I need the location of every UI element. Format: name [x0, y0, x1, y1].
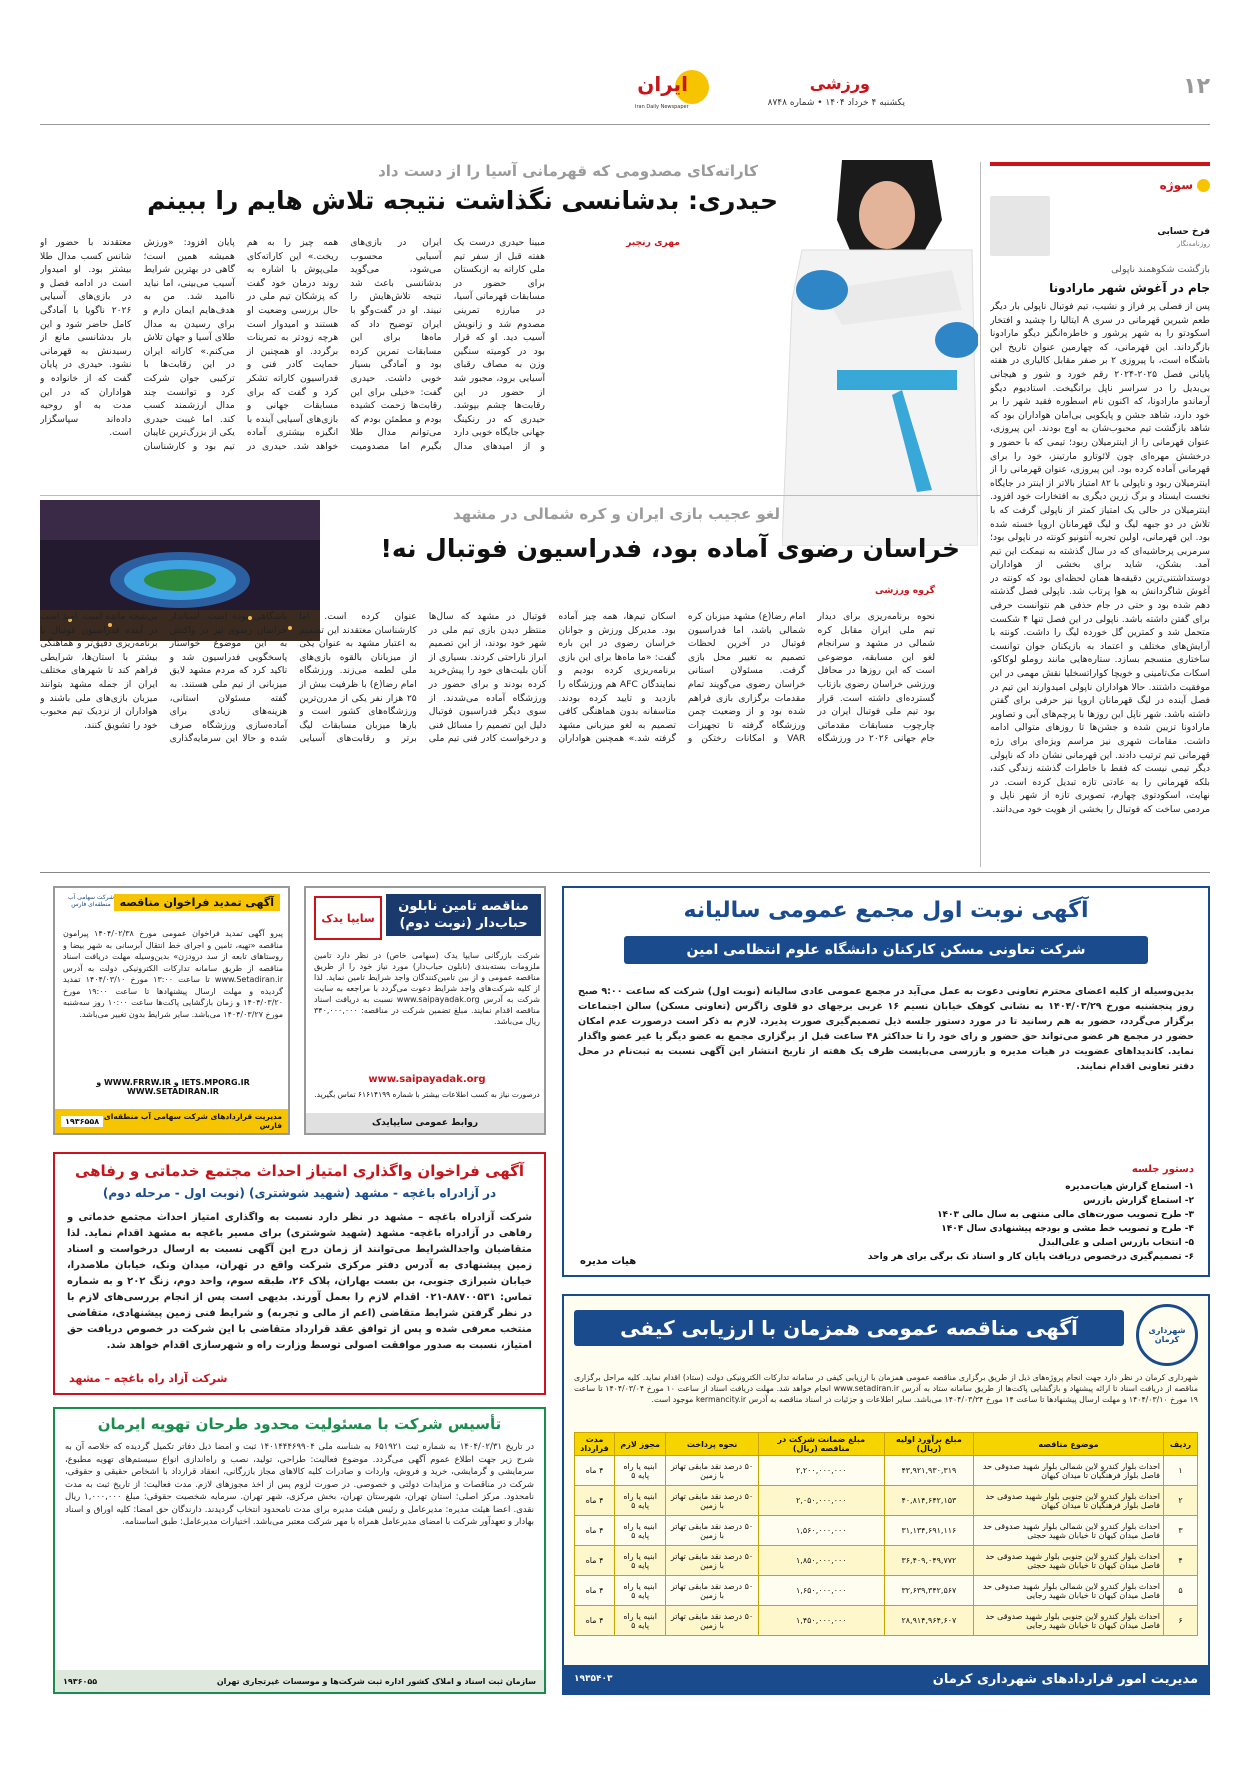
article1-kicker: کاراته‌کای مصدومی که قهرمانی آسیا را از دست داد	[378, 162, 758, 180]
ad-tahvieh-body: در تاریخ ۱۴۰۴/۰۲/۳۱ به شماره ثبت ۶۵۱۹۲۱ به شناسه ملی ۱۴۰۱۴۴۴۶۹۹۰۴ ثبت و امضا ذیل دفاتر تکمیل گردیده که خلاصه آن به شرح زیر جهت اطلاع عموم آگهی می‌گردد. موضوع فعالیت: طراحی، تولید، نصب و راه‌اندازی انواع سیستم‌های تهویه مطبوع، سرمایشی و گرمایشی، خرید و فروش، واردات و صادرات کلیه کالاهای مجاز بازرگانی، انعقاد قرارداد با اشخاص حقیقی و حقوقی، شرکت در مناقصات و مزایدات دولتی و خصوصی. در صورت لزوم پس از اخذ مجوزهای لازم. مدت فعالیت: از تاریخ ثبت به مدت نامحدود. مرکز اصلی: استان تهران، شهرستان تهران، بخش مرکزی، شهر تهران. سرمایه شخصیت حقوقی: مبلغ ۱,۰۰۰,۰۰۰ ریال نقدی. اعضا هیئت مدیره: مدیرعامل و رئیس هیئت مدیره برای مدت نامحدود انتخاب گردیدند. دارندگان حق امضا: کلیه اوراق و اسناد بهادار و تعهدآور شرکت با امضای مدیرعامل همراه با مهر شرکت معتبر می‌باشد. اختیارات مدیرعامل: طبق اساسنامه.	[65, 1442, 534, 1527]
agenda-item: ۴- طرح و تصویب خط مشی و بودجه پیشنهادی سال ۱۴۰۴	[941, 1224, 1194, 1234]
ad-tahvieh-title: تأسیس شرکت با مسئولیت محدود طرحان تهویه ایرمان	[97, 1415, 502, 1433]
ad-saipa-phone: درصورت نیاز به کسب اطلاعات بیشتر با شماره ۶۱۶۱۴۱۹۹ تماس بگیرید.	[314, 1090, 540, 1099]
ad-fars-footer: مدیریت قراردادهای شرکت سهامی آب منطقه‌ای فارس ۱۹۳۶۵۵۸	[55, 1109, 288, 1133]
table-row: ۲ احداث بلوار کندرو لاین جنوبی بلوار شهید صدوقی حد فاصل بلوار فرهنگیان تا میدان کیهان ۴۰,۸۱۴,۶۴۲,۱۵۳ ۲,۰۵۰,۰۰۰,۰۰۰ ۵۰ درصد نقد مابقی تهاتر با زمین ابنیه یا راه پایه ۵ ۴ ماه	[575, 1486, 1198, 1516]
article2-kicker: لغو عجیب بازی ایران و کره شمالی در مشهد	[453, 505, 780, 523]
ad-kerman-tender	[562, 1294, 1210, 1695]
ad-saipa-body: شرکت بازرگانی سایپا یدک (سهامی خاص) در نظر دارد تامین ملزومات بسته‌بندی (نابلون حباب‌دار) مورد نیاز خود را از طریق مناقصه عمومی و از بین تامین‌کنندگان واجد شرایط تامین نماید. لذا از کلیه شرکت‌های واجد شرایط دعوت می‌گردد با مراجعه به سایت شرکت به آدرس www.saipayadak.org نسبت به دریافت اسناد مناقصه اقدام نمایند. مبلغ تضمین شرکت در مناقصه: ۳۴۰,۰۰۰,۰۰۰ ریال می‌باشد.	[314, 951, 540, 1026]
sidebar-divider	[980, 162, 981, 867]
ad-fars-title: آگهی تمدید فراخوان مناقصه	[114, 894, 280, 911]
ad-bagheh-subtitle: در آزادراه باغچه - مشهد (شهید شوشتری) (نوبت اول - مرحله دوم)	[102, 1186, 497, 1200]
ad-tahvieh-footer: سازمان ثبت اسناد و املاک کشور اداره ثبت شرکت‌ها و موسسات غیرتجاری تهران ۱۹۳۶۰۵۵	[55, 1670, 544, 1692]
ad-tahvieh-registration	[53, 1407, 546, 1694]
ad-bagheh-call	[53, 1152, 546, 1395]
ad-saipa-title: مناقصه تامین نابلون حباب‌دار (نوبت دوم)	[386, 894, 541, 936]
ad-saipa-footer: روابط عمومی سایپایدک	[306, 1113, 544, 1133]
article2-byline: گروه ورزشی	[874, 585, 935, 596]
ad-bagheh-title: آگهی فراخوان واگذاری امتیاز احداث مجتمع خدماتی و رفاهی	[74, 1162, 525, 1180]
ad-housing-agenda	[594, 1180, 1194, 1264]
table-row: ۱ احداث بلوار کندرو لاین شمالی بلوار شهید صدوقی حد فاصل بلوار فرهنگیان تا میدان کیهان ۴۳,۹۲۱,۹۳۰,۳۱۹ ۲,۲۰۰,۰۰۰,۰۰۰ ۵۰ درصد نقد مابقی تهاتر با زمین ابنیه یا راه پایه ۵ ۴ ماه	[575, 1456, 1198, 1486]
ad-housing-assembly	[562, 886, 1210, 1277]
ad-saipa-site[interactable]: www.saipayadak.org	[368, 1074, 486, 1085]
ad-housing-body: بدین‌وسیله از کلیه اعضای محترم تعاونی دعوت به عمل می‌آید در مجمع عمومی عادی سالیانه (نوبت اول) شرکت که ساعت ۹:۰۰ صبح روز پنجشنبه مورخ ۱۴۰۴/۰۳/۲۹ به نشانی کوهک خیابان نسیم ۱۶ غربی برجهای دو قلوی زاگرس (تعاونی مسکن) سالن اجتماعات برگزار می‌گردد، حضور به هم رسانید تا در مورد دستور جلسه ذیل تصمیم‌گیری صورت پذیرد. لازم به ذکر است درصورت عدم امکان حضور در مجمع هر عضو می‌تواند حق حضور و رای خود را تا حداکثر ۴۸ ساعت قبل از برگزاری مجمع به عضو دیگر یا غیر عضو واگذار نماید. کاندیداهای عضویت در هیات مدیره و بازرسی می‌بایست ظرف یک هفته از تاریخ انتشار این آگهی نسبت به ثبت‌نام در محل دفتر تعاونی اقدام نمایند.	[578, 986, 1194, 1072]
date-line: یکشنبه ۴ خرداد ۱۴۰۴ • شماره ۸۷۴۸	[767, 98, 905, 108]
ad-bagheh-footer: شرکت آزاد راه باغچه – مشهد	[69, 1372, 228, 1385]
ad-kerman-logo: شهرداری کرمان	[1136, 1304, 1198, 1366]
ad-fars-org: شرکت سهامی آب منطقه‌ای فارس	[67, 894, 115, 908]
ad-kerman-intro: شهرداری کرمان در نظر دارد جهت انجام پروژه‌های ذیل از طریق برگزاری مناقصه عمومی همزمان با ارزیابی کیفی در سامانه تدارکات الکترونیکی دولت (ستاد) اقدام نماید. کلیه مراحل برگزاری مناقصه از دریافت اسناد تا ارائه پیشنهاد و بازگشایی پاکت‌ها از طریق سامانه ستاد به آدرس www.setadiran.ir انجام خواهد شد. مهلت دریافت اسناد از ساعت ۱۰ مورخ ۱۴۰۴/۰۳/۰۴ تا ساعت ۱۹ مورخ ۱۴۰۴/۰۳/۱۰ و مهلت ارسال پیشنهادها تا ساعت ۱۴ مورخ ۱۴۰۴/۰۳/۲۴ می‌باشد. سایر اطلاعات و جزئیات در اسناد مناقصه به آدرس kermancity.ir موجود است.	[574, 1373, 1198, 1404]
sidebar-title: جام در آغوش شهر مارادونا	[1049, 281, 1210, 295]
article2-body: نحوه برنامه‌ریزی برای دیدار تیم ملی ایران مقابل کره شمالی در مشهد و سرانجام لغو این مسابقه، موضوعی است که این روزها در محافل ورزشی خراسان رضوی بازتاب گسترده‌ای داشته است. قرار بود تیم ملی فوتبال ایران در چارچوب مسابقات مقدماتی جام جهانی ۲۰۲۶ در ورزشگاه امام رضا(ع) مشهد میزبان کره شمالی باشد، اما فدراسیون فوتبال در آخرین لحظات تصمیم به تغییر محل بازی گرفت. مسئولان استانی خراسان رضوی می‌گویند تمام مقدمات برگزاری بازی فراهم شده بود و از وضعیت چمن ورزشگاه گرفته تا تجهیزات VAR و امکانات رختکن و اسکان تیم‌ها، همه چیز آماده بود. مدیرکل ورزش و جوانان خراسان رضوی در این باره گفت: «ما ماه‌ها برای این بازی برنامه‌ریزی کرده بودیم و نمایندگان AFC هم ورزشگاه را بازدید و تایید کرده بودند. متاسفانه بدون هماهنگی کافی تصمیم به لغو میزبانی مشهد گرفته شد.» همچنین هواداران فوتبال در مشهد که سال‌ها منتظر دیدن بازی تیم ملی در شهر خود بودند، از این تصمیم ابراز ناراحتی کردند. بسیاری از آنان بلیت‌های خود را پیش‌خرید کرده بودند و برای حضور در ورزشگاه آماده می‌شدند. از سوی دیگر فدراسیون فوتبال دلیل این تصمیم را مسائل فنی و درخواست کادر فنی تیم ملی عنوان کرده است. اما کارشناسان معتقدند این تصمیم به اعتبار مشهد به عنوان یکی از میزبانان بالقوه بازی‌های ملی لطمه می‌زند. ورزشگاه امام رضا(ع) با ظرفیت بیش از ۲۵ هزار نفر یکی از مدرن‌ترین ورزشگاه‌های کشور است و بارها میزبان مسابقات لیگ برتر و رقابت‌های آسیایی باشگاهی بوده است. استاندار خراسان رضوی نیز در واکنش به این موضوع خواستار پاسخگویی فدراسیون شد و تاکید کرد که مردم مشهد لایق میزبانی از تیم ملی هستند. به گفته مسئولان استانی، هزینه‌های زیادی برای آماده‌سازی ورزشگاه صرف شده و حالا این سرمایه‌گذاری بی‌نتیجه مانده است. امید است در آینده فدراسیون فوتبال با برنامه‌ریزی دقیق‌تر و هماهنگی بیشتر با استان‌ها، شرایطی فراهم کند تا شهرهای مختلف ایران از جمله مشهد بتوانند میزبان بازی‌های ملی باشند و هواداران از نزدیک تیم محبوب خود را تشویق کنند.	[40, 611, 935, 745]
table-row: ۴ احداث بلوار کندرو لاین جنوبی بلوار شهید صدوقی حد فاصل میدان کیهان تا خیابان شهید حجتی ۳۶,۴۰۹,۰۴۹,۷۷۲ ۱,۸۵۰,۰۰۰,۰۰۰ ۵۰ درصد نقد مابقی تهاتر با زمین ابنیه یا راه پایه ۵ ۴ ماه	[575, 1546, 1198, 1576]
table-header: ردیف	[1164, 1433, 1198, 1456]
agenda-item: ۲- استماع گزارش بازرس	[1083, 1196, 1194, 1206]
section-label: ورزشی	[809, 74, 870, 93]
ad-saipa-tender	[304, 886, 546, 1135]
author-photo	[990, 196, 1050, 256]
table-header: مبلغ برآورد اولیه (ریال)	[884, 1433, 973, 1456]
sidebar-label: سوژه	[1160, 174, 1210, 196]
agenda-item: ۱- استماع گزارش هیات‌مدیره	[1065, 1182, 1194, 1192]
sidebar-dot-icon	[1197, 179, 1210, 192]
article1-divider	[40, 495, 980, 496]
ad-housing-agenda-title: دستور جلسه	[1131, 1164, 1194, 1175]
table-row: ۳ احداث بلوار کندرو لاین شمالی بلوار شهید صدوقی حد فاصل میدان کیهان تا خیابان شهید حجتی ۳۱,۱۳۴,۶۹۱,۱۱۶ ۱,۵۶۰,۰۰۰,۰۰۰ ۵۰ درصد نقد مابقی تهاتر با زمین ابنیه یا راه پایه ۵ ۴ ماه	[575, 1516, 1198, 1546]
ad-housing-title: آگهی نوبت اول مجمع عمومی سالیانه	[683, 898, 1089, 923]
sidebar-red-bar	[990, 162, 1210, 166]
page-number: ۱۲	[1183, 74, 1210, 99]
ad-fars-sites: IETS.MPORG.IR و WWW.FRRW.IR و WWW.SETADIRAN.IR	[96, 1078, 250, 1096]
table-row: ۶ احداث بلوار کندرو لاین جنوبی بلوار شهید صدوقی حد فاصل میدان کیهان تا خیابان شهید رجایی ۲۸,۹۱۴,۹۶۴,۶۰۷ ۱,۴۵۰,۰۰۰,۰۰۰ ۵۰ درصد نقد مابقی تهاتر با زمین ابنیه یا راه پایه ۵ ۴ ماه	[575, 1606, 1198, 1636]
article1-headline: حیدری: بدشانسی نگذاشت نتیجه تلاش هایم را ببینم	[147, 186, 778, 215]
karate-athlete-image	[782, 160, 978, 546]
ad-fars-tender	[53, 886, 290, 1135]
table-header: مجوز لازم	[615, 1433, 666, 1456]
sidebar-kicker: بازگشت شکوهمند ناپولی	[1111, 264, 1210, 275]
sidebar-body: پس از فصلی پر فراز و نشیب، تیم فوتبال ناپولی بار دیگر طعم شیرین قهرمانی در سری A ایتالیا را چشید و افتخار اسکودتو را به شهر پرشور و خاطره‌انگیز دیگو مارادونا بازگرداند. این قهرمانی، که چهارمین عنوان تاریخ این باشگاه است، با پیروزی ۲ بر صفر مقابل کالیاری در هفته پایانی فصل ۲۰۲۵-۲۰۲۴ رقم خورد و شور و هیجانی بی‌بدیل را در سراسر ناپل برانگیخت. استادیوم دیگو آرماندو مارادونا، که اکنون نام اسطوره فقید شهر را بر خود دارد، شاهد جشن و پایکوبی بی‌امان هواداران بود که شاهد بازگشت تیم محبوب‌شان به اوج بودند. این پیروزی، عنوان قهرمانی را از اینترمیلان ربود؛ تیمی که با حضور و درخشش مهره‌ای چون لائوتارو مارتینز، خود را برای قهرمانی آماده کرده بود. این پیروزی، عنوان قهرمانی را از اینترمیلان ربود و ناپولی با ۸۲ امتیاز بالاتر از اینتر در جایگاه نخست ایستاد و برگ زرین دیگری به افتخارات خود افزود. اینترمیلان در حالی یک امتیاز کمتر از ناپولی گرفت که با تلاش در دو جبهه لیگ و لیگ قهرمانان اروپا خسته شده بود. این قهرمانی، اولین تجربه آنتونیو کونته در ناپولی بود؛ سرمربی پرحاشیه‌ای که در سال گذشته به نیمکت این تیم آمد. بشکن، شاید برای بخشی از هواداران دوستداشتنی‌ترین دقیقه‌ها همان لحظه‌ای بود که کونته در آغوش شاگردانش به هوا پرتاب شد. ناپولی فصل گذشته دهم شده بود و حتی در جام حذفی هم نتوانست حرفی برای گفتن داشته باشد. ناپولی در این فصل تنها ۴ شکست متحمل شد و کمترین گل خورده لیگ را داشت. کونته با آرایش‌های مختلف و اعتماد به بازیکنان جوان توانست ساختاری منسجم بسازد. ستاره‌هایی مانند روملو لوکاکو، اسکات مک‌تامینی و خویچا کواراتسخلیا نقش مهمی در این موفقیت داشتند. حالا هواداران ناپولی امیدوارند این تیم در فصل آینده در لیگ قهرمانان اروپا نیز حرفی برای گفتن داشته باشد. شهر ناپل این روزها با پرچم‌های آبی و تصاویر مارادونا تزیین شده و جشن‌ها تا روزهای متوالی ادامه داشت. مقامات شهری نیز مراسم ویژه‌ای برای رژه قهرمانی تیم ترتیب دادند. این قهرمانی نشان داد که ناپولی دیگر تیمی نیست که فقط با خاطرات گذشته زندگی کند، بلکه قهرمانی را به عادتی تازه تبدیل کرده است. در نهایت، اسکودتوی چهارم، تصویری تازه از شهر ناپل و مردمی ساخت که فوتبال را بخشی از هویت خود می‌دانند.	[990, 301, 1210, 815]
ad-fars-body: پیرو آگهی تمدید فراخوان عمومی مورخ ۱۴۰۴/۰۲/۳۸ پیرامون مناقصه «تهیه، تامین و اجرای خط انتقال آبرسانی به شهر بیضا و روستاهای تابعه از سد درودزن» بدین‌وسیله مهلت دریافت اسناد مناقصه از طریق سامانه تدارکات الکترونیکی دولت به آدرس www.Setadiran.ir تا ساعت ۱۳:۰۰ مورخ ۱۴۰۴/۰۳/۱۰ تمدید گردیده و مهلت ارسال پیشنهادها تا ساعت ۱۹:۰۰ مورخ ۱۴۰۴/۰۳/۲۰ و زمان بازگشایی پاکت‌ها ساعت ۱۰:۰۰ روز سه‌شنبه مورخ ۱۴۰۴/۰۳/۲۷ می‌باشد. سایر شرایط بدون تغییر می‌باشد.	[63, 929, 283, 1019]
table-row: ۵ احداث بلوار کندرو لاین شمالی بلوار شهید صدوقی حد فاصل میدان کیهان تا خیابان شهید رجایی ۳۲,۶۳۹,۳۴۲,۵۶۷ ۱,۶۵۰,۰۰۰,۰۰۰ ۵۰ درصد نقد مابقی تهاتر با زمین ابنیه یا راه پایه ۵ ۴ ماه	[575, 1576, 1198, 1606]
article1-photo	[782, 160, 978, 546]
agenda-item: ۶- تصمیم‌گیری درخصوص دریافت پایان کار و اسناد تک برگی برای هر واحد	[867, 1252, 1194, 1262]
article1-byline: مهری رنجبر	[626, 237, 680, 248]
sidebar-author-role: روزنامه‌نگار	[1176, 240, 1210, 248]
article1-body: مبینا حیدری درست یک هفته قبل از سفر تیم ملی کاراته به ازبکستان برای حضور در مسابقات قهرمانی آسیا، در مبارزه تمرینی مصدوم شد و زانویش آسیب دید. او که قرار بود در کومیته سنگین وزن به مصاف رقبای آسیایی برود، مجبور شد از حضور در این رقابت‌ها چشم بپوشد. حیدری که در رنکینگ جهانی جایگاه خوبی دارد و از امیدهای مدال ایران در بازی‌های آسیایی محسوب می‌شود، می‌گوید بدشانسی باعث شد نتیجه تلاش‌هایش را نبیند. او در گفت‌وگو با ایران توضیح داد که ماه‌ها برای این مسابقات تمرین کرده بود و آمادگی بسیار خوبی داشت. حیدری گفت: «خیلی برای این رقابت‌ها زحمت کشیده بودم و مطمئن بودم که می‌توانم مدال طلا بگیرم اما مصدومیت همه چیز را به هم ریخت.» این کاراته‌کای ملی‌پوش با اشاره به روند درمان خود گفت که پزشکان تیم ملی در حال بررسی وضعیت او هستند و امیدوار است هرچه زودتر به تمرینات برگردد. او همچنین از حمایت کادر فنی و فدراسیون کاراته تشکر کرد و گفت که برای مسابقات جهانی و بازی‌های آسیایی آینده با انگیزه بیشتری آماده خواهد شد. حیدری در پایان افزود: «ورزش همیشه همین است؛ گاهی در بهترین شرایط آسیب می‌بینی، اما نباید ناامید شد. من به هدف‌هایم ایمان دارم و برای رسیدن به مدال طلای آسیا و جهان تلاش می‌کنم.» کاراته ایران در این رقابت‌ها با ترکیبی جوان شرکت کرد و توانست چند مدال ارزشمند کسب کند. اما غیبت حیدری یکی از بزرگ‌ترین غایبان تیم بود و کارشناسان معتقدند با حضور او شانس کسب مدال طلا بیشتر بود. او امیدوار است در ادامه فصل و در بازی‌های آسیایی ۲۰۲۶ ناگویا با آمادگی کامل حاضر شود و این بار بدشانسی مانع از رسیدنش به قهرمانی نشود. حیدری در پایان گفت که از خانواده و هواداران که در این مدت به او روحیه داده‌اند سپاسگزار است.	[40, 237, 545, 452]
table-header: نحوه پرداخت	[666, 1433, 758, 1456]
sidebar-author: فرخ حسابی	[1157, 227, 1210, 237]
ad-kerman-title: آگهی مناقصه عمومی همزمان با ارزیابی کیفی	[574, 1310, 1124, 1346]
ad-saipa-logo: سایپا یدک	[314, 896, 382, 940]
ad-bagheh-body: شرکت آزادراه باغچه – مشهد در نظر دارد نسبت به واگذاری امتیاز احداث مجتمع خدماتی و رفاهی در آزادراه باغچه- مشهد (شهید شوشتری) برای مسیر باغچه به مشهد اقدام نماید. لذا متقاضیان واجدالشرایط می‌توانند از زمان درج این آگهی نسبت به ارسال درخواست و اسناد زمین پیشنهادی به آدرس دفتر مرکزی شرکت واقع در تهران، میدان ونک، خیابان ملاصدرا، خیابان شیرازی جنوبی، بن بست بهاران، پلاک ۲۶، طبقه سوم، واحد دوم، زنگ ۲۰۲ و به شماره تماس: ۸۸۷۰۰۵۳۱-۰۲۱ اقدام لازم را بعمل آورند. بدیهی است پس از انجام بررسی‌های لازم با در نظر گرفتن شرایط متقاضی (اعم از مالی و تجربه) و شرایط فنی زمین پیشنهادی، متقاضی منتخب معرفی شده و پس از توافق عقد قرارداد متقاضی با این شرکت در خصوص دریافت حق امتیاز، نسبت به صدور موافقت اصولی توسط وزارت راه و شهرسازی اقدام خواهد شد.	[67, 1212, 532, 1351]
agenda-item: ۵- انتخاب بازرس اصلی و علی‌البدل	[1038, 1238, 1194, 1248]
table-header: مبلغ ضمانت شرکت در مناقصه (ریال)	[758, 1433, 884, 1456]
logo-text: ایران	[637, 72, 688, 96]
agenda-item: ۳- طرح تصویب صورت‌های مالی منتهی به سال مالی ۱۴۰۳	[937, 1210, 1194, 1220]
ad-housing-signature: هیات مدیره	[580, 1256, 637, 1267]
header-rule	[40, 124, 1210, 125]
article2-headline: خراسان رضوی آماده بود، فدراسیون فوتبال نه!	[380, 534, 960, 563]
table-header: مدت قرارداد	[575, 1433, 615, 1456]
articles-ads-divider	[40, 872, 1210, 873]
ad-housing-subtitle: شرکت تعاونی مسکن کارکنان دانشگاه علوم انتظامی امین	[624, 936, 1148, 964]
ad-kerman-footer: مدیریت امور قراردادهای شهرداری کرمان ۱۹۳۵۴۰۳	[564, 1665, 1208, 1693]
page-header	[40, 70, 1210, 120]
newspaper-logo	[635, 70, 710, 116]
table-header: موضوع مناقصه	[974, 1433, 1164, 1456]
logo-subtitle: Iran Daily Newspaper	[635, 104, 689, 110]
ad-kerman-table	[574, 1432, 1198, 1636]
